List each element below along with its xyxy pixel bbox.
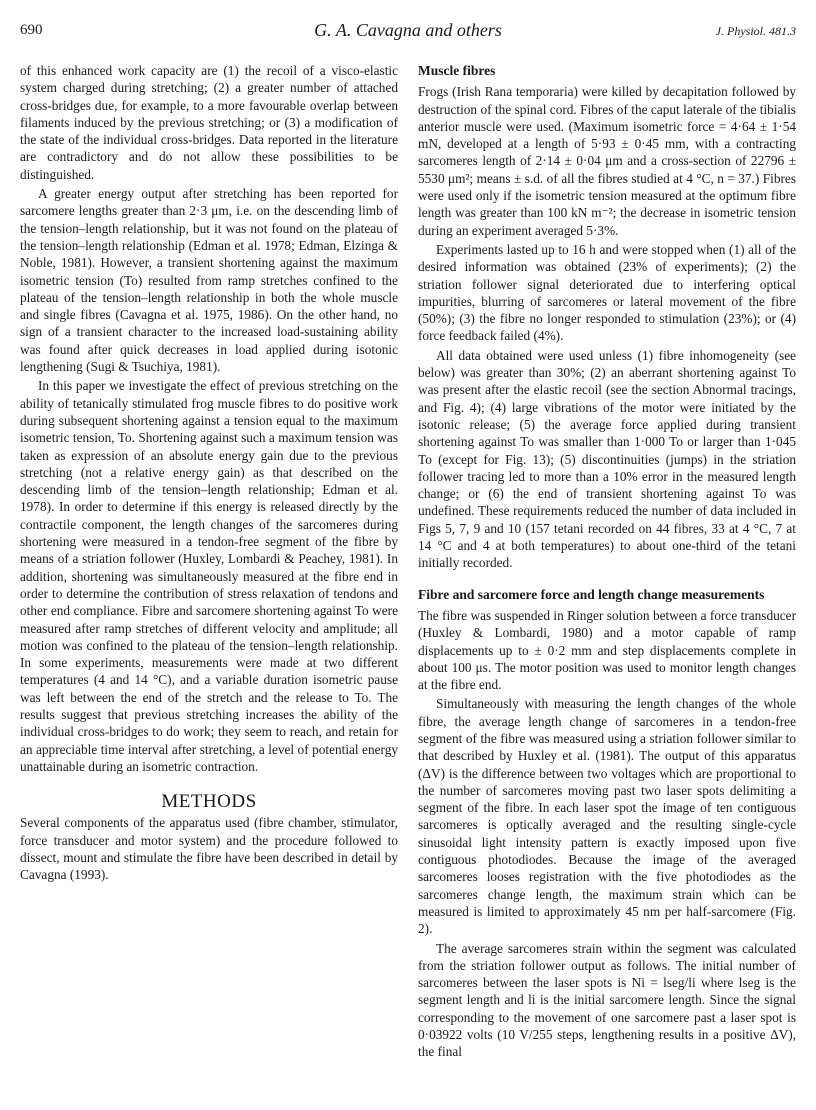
fibre-measurements-heading: Fibre and sarcomere force and length change measurements [418,586,765,602]
page-number: 690 [20,22,43,38]
paragraph: Simultaneously with measuring the length changes of the whole fibre, the average length change of sarcomeres in a tendon-free segment of the fibre was measured using a striation follower similar to that described by Huxley et al. (1981). The output of this apparatus (ΔV) is the difference between two voltages which are proportional to the number of sarcomeres moving past two laser spots delimiting a segment of the fibre. In each laser spot the image of ten contiguous sarcomeres is optically averaged and the resulting single-cycle sinusoidal light intensity pattern is exactly imposed upon five contiguous photodiodes. Because the image of the averaged sarcomeres looses registration with the five photodiodes as the sarcomeres change length, the maximum strain which can be measured is limited to approximately 45 nm per half-sarcomere (Fig. 2). [418,696,796,937]
paragraph: Frogs (Irish Rana temporaria) were killed by decapitation followed by destruction of the spinal cord. Fibres of the caput laterale of the tibialis anterior muscle were used. (Maximum isometric force = 4·64 ± 1·54 mN, developed at a length of 5·93 ± 0·45 mm, with a contracting sarcomeres length of 2·14 ± 0·04 μm and a cross-section of 22796 ± 5530 μm²; means ± s.d. of all the fibres studied at 4 °C, n = 37.) Fibres were used only if the isometric tension measured at the optimum fibre length was greater than 100 kN m⁻²; the decrease in isometric tension during an experiment averaged 5·3%. [418,84,796,238]
journal-reference: J. Physiol. 481.3 [715,24,796,38]
running-title: G. A. Cavagna and others [314,20,502,40]
paragraph: Experiments lasted up to 16 h and were stopped when (1) all of the desired information was obtained (23% of experiments); (2) the striation follower signal deteriorated due to interfering optical impurities, blurring of sarcomeres or lateral movement of the fibre (50%); (3) the fibre no longer responded to stimulation (23%); or (4) force feedback failed (4%). [418,241,796,344]
paragraph: The fibre was suspended in Ringer solution between a force transducer (Huxley & Lombardi, 1980) and a motor capable of ramp displacements up to ± 0·2 mm and step displacements complete in about 100 μs. The motor position was used to monitor length changes at the fibre end. [418,607,796,693]
methods-heading: METHODS [161,791,257,813]
paragraph: A greater energy output after stretching has been reported for sarcomere lengths greater than 2·3 μm, i.e. on the descending limb of the tension–length relationship, but it was not found on the plateau of the tension–length relationship (Edman et al. 1978; Edman, Elzinga & Noble, 1981). However, a transient shortening against the maximum isometric tension (To) resulted from ramp stretches confined to the plateau of the tension–length relationship in both the whole muscle and single fibres (Cavagna et al. 1975, 1986). On the other hand, no sign of a transient character to the increased load-sustaining ability was found after quick decreases in load applied during isotonic lengthening (Sugi & Tsuchiya, 1981). [20,186,398,375]
paragraph: of this enhanced work capacity are (1) the recoil of a visco-elastic system charged during stretching; (2) a greater number of attached cross-bridges due, for example, to a more favourable overlap between filaments induced by the previous stretching; or (3) a modification of the state of the individual cross-bridges. Data reported in the literature are contradictory and do not allow these possibilities to be distinguished. [20,63,398,182]
right-column [418,62,796,1063]
paragraph: All data obtained were used unless (1) fibre inhomogeneity (see below) was greater than 30%; (2) an aberrant shortening against To was present after the elastic recoil (see the section Abnormal tracings, and Fig. 4); (4) large vibrations of the motor were initiated by the isotonic release; (5) the average force applied during transient shortening against To was smaller than 1·000 To or larger than 1·045 To (except for Fig. 13); (5) discontinuities (jumps) in the striation follower tracing led to more than a 10% error in the measured length change; or (6) the end of transient shortening against To was undefined. These requirements reduced the number of data included in Figs 5, 7, 9 and 10 (157 tetani recorded on 44 fibres, 33 at 4 °C, 7 at 14 °C and 4 at both temperatures) to about one-third of the tetani initially recorded. [418,347,796,571]
paragraph: The average sarcomeres strain within the segment was calculated from the striation follower output as follows. The initial number of sarcomeres between the laser spots is Ni = lseg/li where lseg is the segment length and li is the initial sarcomere length. Since the signal corresponding to the movement of one sarcomere past a laser spot is 0·03922 volts (10 V/255 steps, lengthening results in a positive ΔV), the final [418,940,796,1060]
muscle-fibres-heading: Muscle fibres [418,63,496,78]
left-column [20,62,398,886]
paragraph: Several components of the apparatus used (fibre chamber, stimulator, force transducer and motor system) and the procedure followed to dissect, mount and stimulate the fibre have been described in detail by Cavagna (1993). [20,815,398,883]
paragraph: In this paper we investigate the effect of previous stretching on the ability of tetanically stimulated frog muscle fibres to do positive work during subsequent shortening against a tension equal to the maximum isometric tension, To. Shortening against such a maximum tension was taken as expression of an absolute energy gain due to the previous stretching (not a relative energy gain) as that described on the descending limb of the tension–length relationship; Edman et al. 1978). In order to determine if this energy is released directly by the contractile component, the length changes of the sarcomeres during shortening were measured in a tendon-free segment of the fibre by means of a striation follower (Huxley, Lombardi & Peachey, 1981). In addition, shortening was simultaneously measured at the fibre end in order to determine the contribution of stress relaxation of tendons and other end compliance. Fibre and sarcomere shortening against To were measured after ramp stretches of different velocity and amplitude; all motion was confined to the plateau of the tension–length relationship. In some experiments, measurements were made at two different temperatures (4 and 14 °C), and a variable duration isometric pause was left between the end of the stretch and the release to To. The results suggest that previous stretching increases the ability of the individual cross-bridges to do work; they seem to reach, and retain for an appreciable time interval after stretching, a level of potential energy unattainable during an isometric contraction. [20,378,398,774]
page-header [20,12,796,42]
